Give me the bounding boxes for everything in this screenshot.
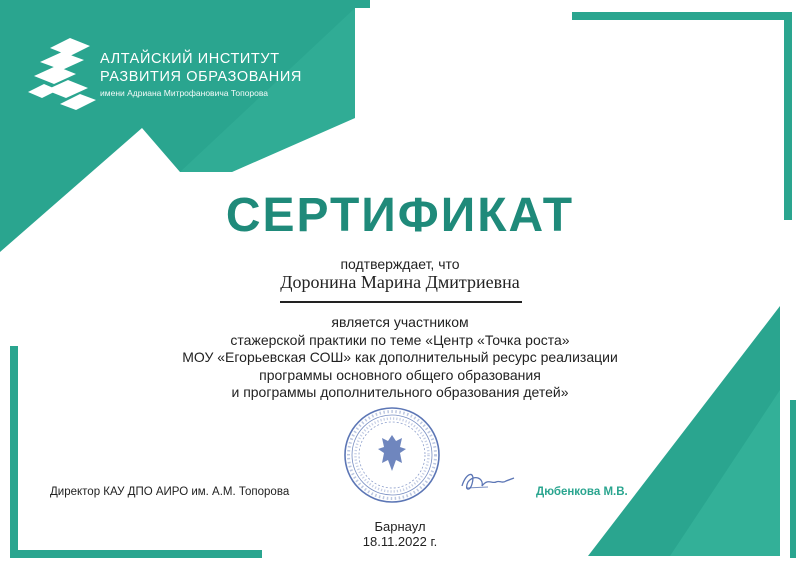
recipient-name: Доронина Марина Дмитриевна: [280, 272, 520, 292]
body-line: является участником: [331, 314, 469, 330]
recipient-underline: [280, 301, 522, 303]
top-right-bar: [572, 12, 792, 20]
logo-line-3: имени Адриана Митрофановича Топорова: [100, 88, 269, 98]
bottom-left-bar: [10, 550, 262, 558]
director-title: Директор КАУ ДПО АИРО им. А.М. Топорова: [50, 486, 290, 498]
date: 18.11.2022 г.: [362, 534, 438, 549]
director-signature: [458, 464, 518, 498]
body-line: программы основного общего образования: [259, 366, 541, 383]
certificate-title: СЕРТИФИКАТ: [225, 189, 575, 242]
place-and-date: [0, 519, 800, 549]
city: Барнаул: [374, 519, 426, 534]
logo-line-2: РАЗВИТИЯ ОБРАЗОВАНИЯ: [100, 69, 302, 85]
body-line: стажерской практики по теме «Центр «Точка роста»: [230, 331, 570, 348]
certificate-body: [0, 314, 800, 402]
official-stamp: [342, 405, 442, 505]
logo-line-1: АЛТАЙСКИЙ ИНСТИТУТ: [100, 51, 280, 67]
body-line: и программы дополнительного образования детей»: [231, 384, 569, 400]
director-name: Дюбенкова М.В.: [536, 486, 628, 498]
confirms-text: подтверждает, что: [340, 256, 460, 272]
body-line: МОУ «Егорьевская СОШ» как дополнительный ресурс реализации: [182, 349, 618, 365]
institute-logo-text: [100, 50, 302, 99]
